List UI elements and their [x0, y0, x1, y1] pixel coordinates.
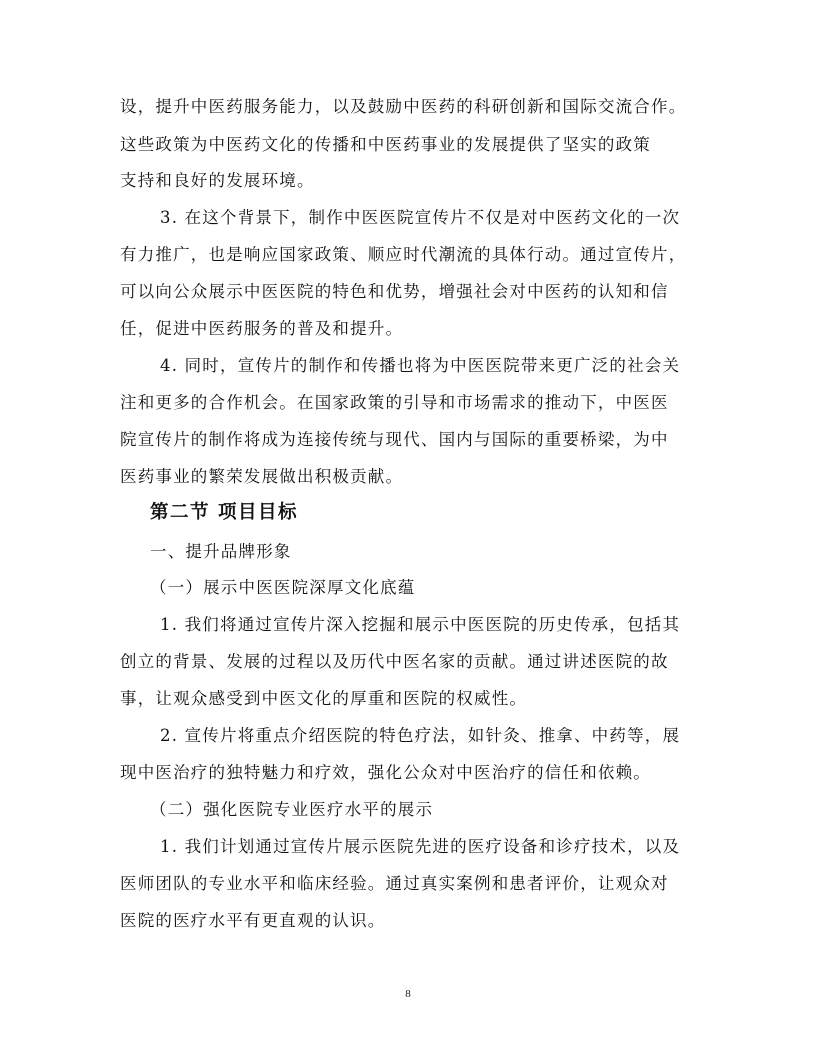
paragraph-line: 支持和良好的发展环境。 — [120, 171, 315, 190]
section-heading: 第二节 项目目标 — [150, 502, 298, 523]
paragraph-line: 2. 宣传片将重点介绍医院的特色疗法，如针灸、推拿、中药等，展 — [160, 726, 681, 745]
paragraph-line: 医药事业的繁荣发展做出积极贡献。 — [120, 467, 404, 486]
paragraph-line: 1. 我们将通过宣传片深入挖掘和展示中医医院的历史传承，包括其 — [160, 615, 681, 634]
paragraph-line: 任，促进中医药服务的普及和提升。 — [120, 319, 404, 338]
subheading: （二）强化医院专业医疗水平的展示 — [150, 800, 434, 819]
paragraph-line: 4. 同时，宣传片的制作和传播也将为中医医院带来更广泛的社会关 — [160, 356, 681, 375]
paragraph-line: 事，让观众感受到中医文化的厚重和医院的权威性。 — [120, 689, 528, 708]
paragraph-line: 可以向公众展示中医医院的特色和优势，增强社会对中医药的认知和信 — [120, 282, 669, 301]
paragraph-line: 注和更多的合作机会。在国家政策的引导和市场需求的推动下，中医医 — [120, 393, 669, 412]
paragraph-line: 1. 我们计划通过宣传片展示医院先进的医疗设备和诊疗技术，以及 — [160, 837, 681, 856]
paragraph-line: 医院的医疗水平有更直观的认识。 — [120, 911, 386, 930]
paragraph-line: 有力推广，也是响应国家政策、顺应时代潮流的具体行动。通过宣传片， — [120, 245, 687, 264]
subheading: 一、提升品牌形象 — [150, 542, 292, 561]
subheading: （一）展示中医医院深厚文化底蕴 — [150, 578, 416, 597]
paragraph-line: 现中医治疗的独特魅力和疗效，强化公众对中医治疗的信任和依赖。 — [120, 763, 651, 782]
paragraph-line: 这些政策为中医药文化的传播和中医药事业的发展提供了坚实的政策 — [120, 135, 651, 154]
paragraph-line: 设，提升中医药服务能力，以及鼓励中医药的科研创新和国际交流合作。 — [120, 97, 687, 116]
paragraph-line: 医师团队的专业水平和临床经验。通过真实案例和患者评价，让观众对 — [120, 874, 669, 893]
paragraph-line: 3. 在这个背景下，制作中医医院宣传片不仅是对中医药文化的一次 — [160, 208, 681, 227]
paragraph-line: 院宣传片的制作将成为连接传统与现代、国内与国际的重要桥梁，为中 — [120, 430, 669, 449]
paragraph-line: 创立的背景、发展的过程以及历代中医名家的贡献。通过讲述医院的故 — [120, 652, 669, 671]
page-number: 8 — [405, 988, 411, 1000]
